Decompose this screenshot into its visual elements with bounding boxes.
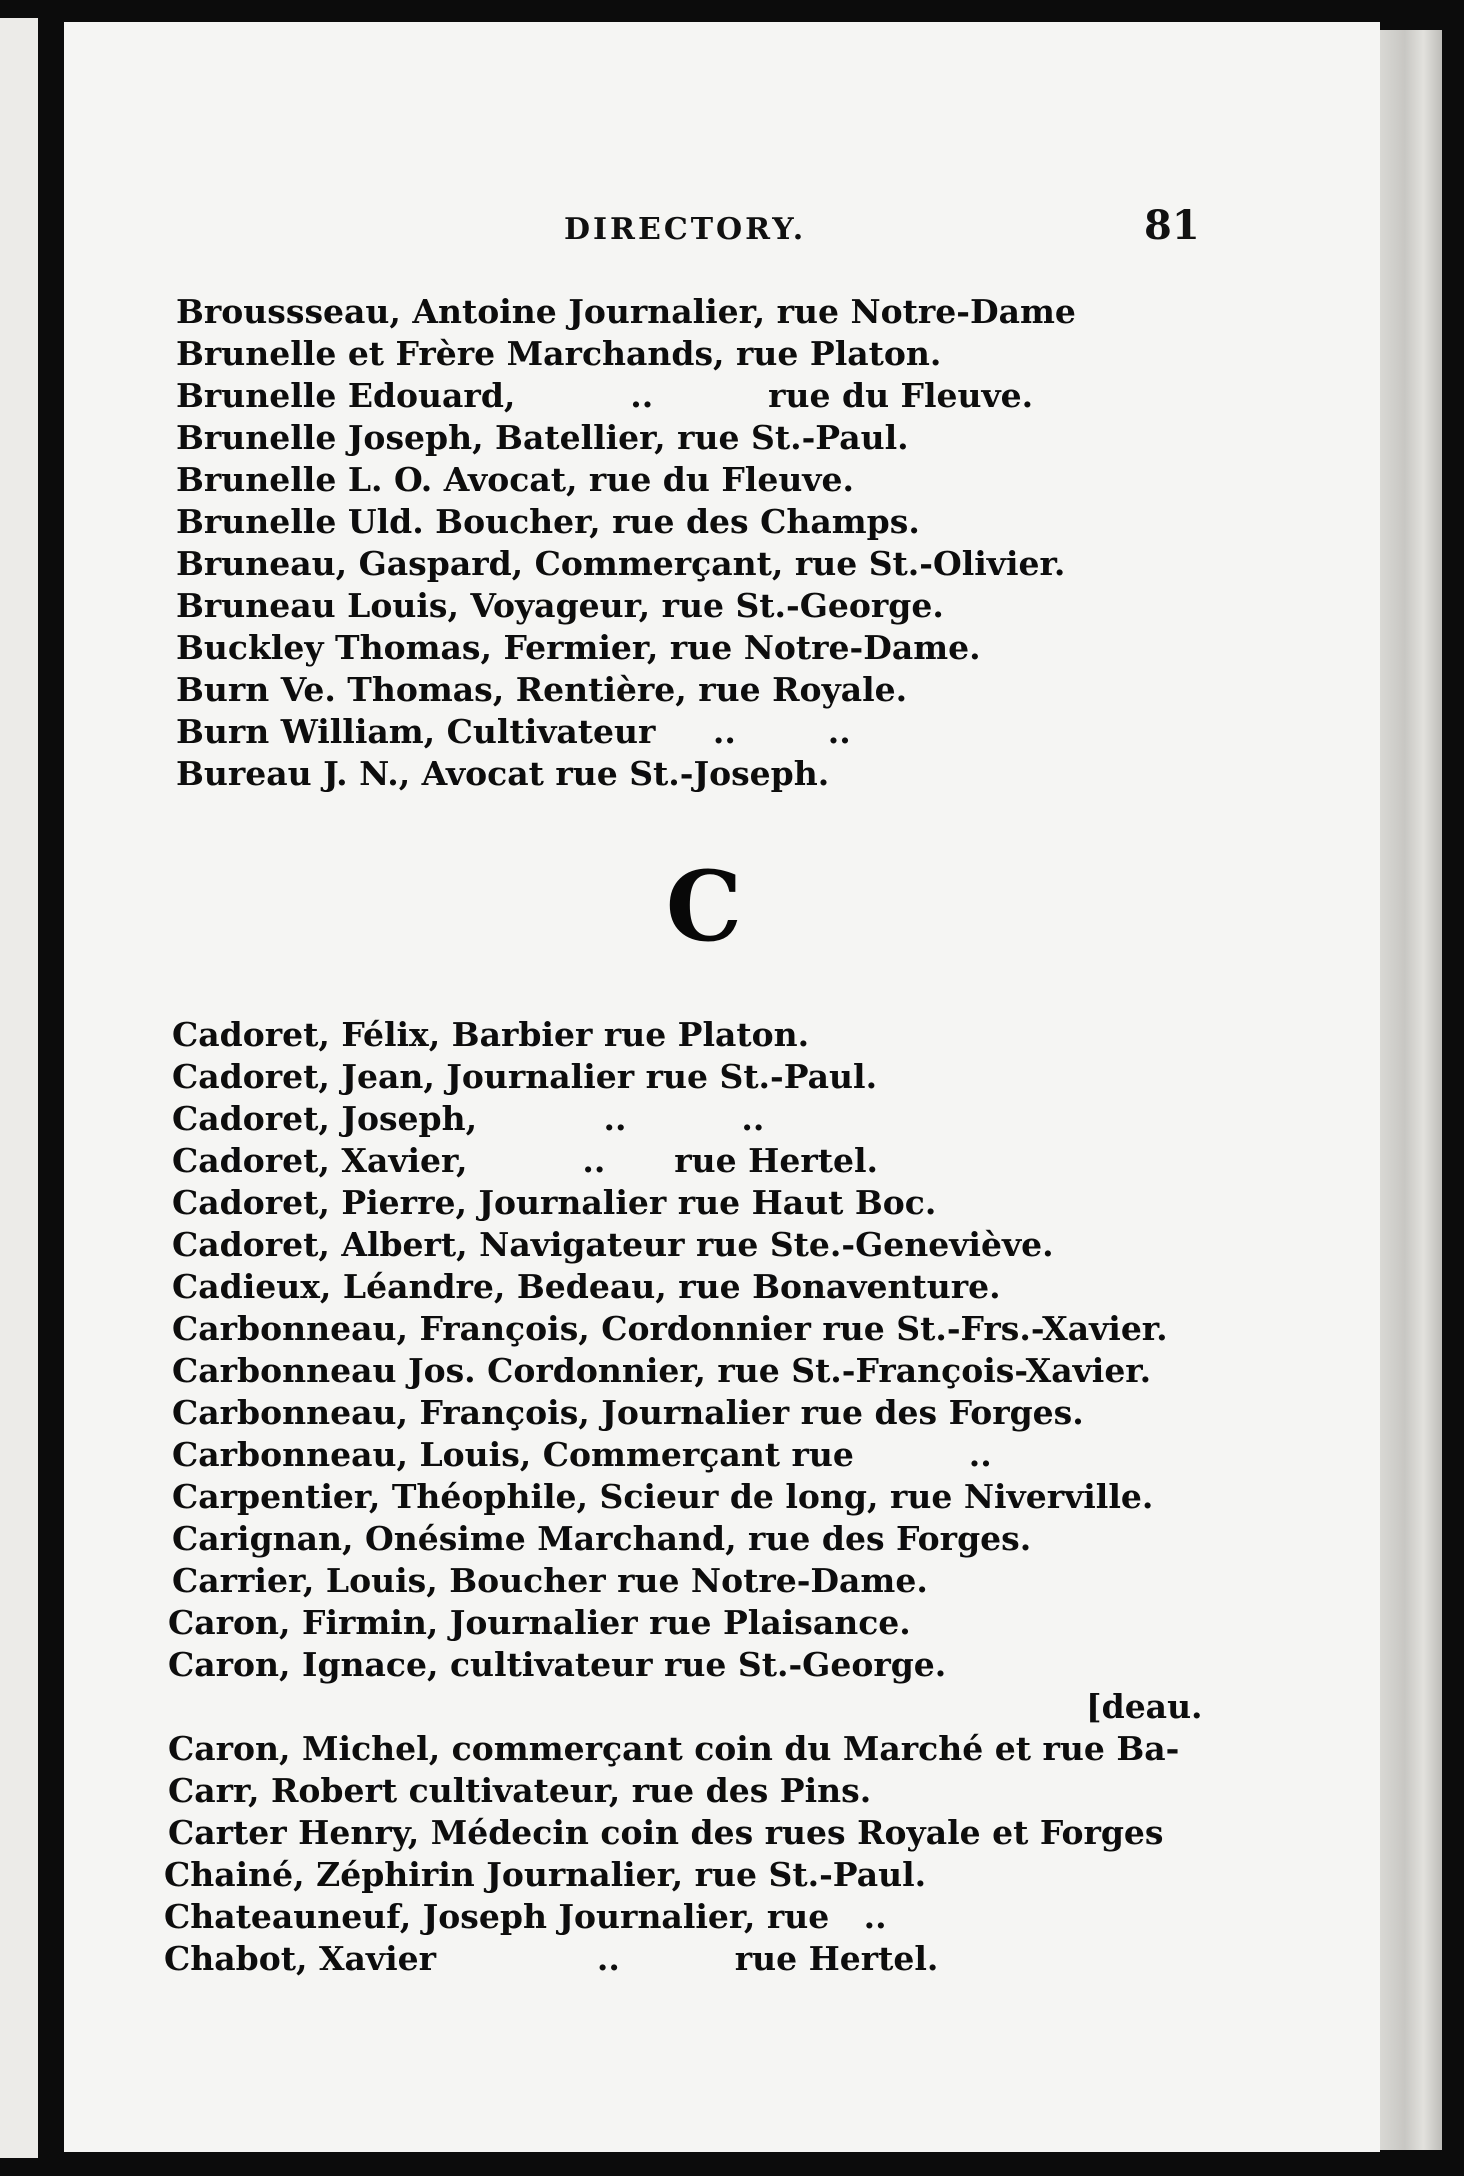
page-stack-edge	[1380, 30, 1442, 2150]
entry-bruneau-louis: Bruneau Louis, Voyageur, rue St.-George.	[176, 586, 944, 625]
facing-page-edge	[0, 18, 38, 2158]
entry-carpentier-theophile: Carpentier, Théophile, Scieur de long, rue Niverville.	[172, 1477, 1154, 1516]
entry-caron-ignace: Caron, Ignace, cultivateur rue St.-George.	[168, 1645, 947, 1684]
running-title: DIRECTORY.	[564, 212, 807, 247]
entry-caron-firmin: Caron, Firmin, Journalier rue Plaisance.	[168, 1603, 911, 1642]
entry-continuation-deau: [deau.	[1086, 1687, 1203, 1726]
page-number: 81	[1144, 202, 1200, 249]
entry-burn-ve-thomas: Burn Ve. Thomas, Rentière, rue Royale.	[176, 670, 908, 709]
entry-cadoret-pierre: Cadoret, Pierre, Journalier rue Haut Boc.	[172, 1183, 937, 1222]
entry-bureau-jn: Bureau J. N., Avocat rue St.-Joseph.	[176, 754, 830, 793]
directory-page	[64, 22, 1380, 2152]
entry-carrier-louis: Carrier, Louis, Boucher rue Notre-Dame.	[172, 1561, 928, 1600]
entry-cadieux-leandre: Cadieux, Léandre, Bedeau, rue Bonaventure.	[172, 1267, 1001, 1306]
entry-broussseau-antoine: Broussseau, Antoine Journalier, rue Notre-Dame	[176, 292, 1076, 331]
entry-carter-henry: Carter Henry, Médecin coin des rues Royale et Forges	[168, 1813, 1164, 1852]
entry-chaine-zephirin: Chainé, Zéphirin Journalier, rue St.-Paul.	[164, 1855, 927, 1894]
entry-carbonneau-louis: Carbonneau, Louis, Commerçant rue ..	[172, 1435, 992, 1474]
entry-carr-robert: Carr, Robert cultivateur, rue des Pins.	[168, 1771, 872, 1810]
entry-brunelle-lo: Brunelle L. O. Avocat, rue du Fleuve.	[176, 460, 854, 499]
entry-caron-michel: Caron, Michel, commerçant coin du Marché et rue Ba-	[168, 1729, 1180, 1768]
page-header	[64, 194, 1380, 254]
entry-carbonneau-jos: Carbonneau Jos. Cordonnier, rue St.-François-Xavier.	[172, 1351, 1152, 1390]
entry-bruneau-gaspard: Bruneau, Gaspard, Commerçant, rue St.-Olivier.	[176, 544, 1066, 583]
entry-chabot-xavier: Chabot, Xavier .. rue Hertel.	[164, 1939, 939, 1978]
entry-brunelle-uld: Brunelle Uld. Boucher, rue des Champs.	[176, 502, 920, 541]
entry-brunelle-et-frere: Brunelle et Frère Marchands, rue Platon.	[176, 334, 942, 373]
entry-buckley-thomas: Buckley Thomas, Fermier, rue Notre-Dame.	[176, 628, 981, 667]
entry-cadoret-xavier: Cadoret, Xavier, .. rue Hertel.	[172, 1141, 878, 1180]
entry-cadoret-joseph: Cadoret, Joseph, .. ..	[172, 1099, 765, 1138]
entry-brunelle-joseph: Brunelle Joseph, Batellier, rue St.-Paul.	[176, 418, 909, 457]
section-letter-c: C	[665, 850, 743, 963]
entry-brunelle-edouard: Brunelle Edouard, .. rue du Fleuve.	[176, 376, 1034, 415]
entry-cadoret-albert: Cadoret, Albert, Navigateur rue Ste.-Geneviève.	[172, 1225, 1054, 1264]
entry-carbonneau-francois-journalier: Carbonneau, François, Journalier rue des Forges.	[172, 1393, 1084, 1432]
entry-chateauneuf-joseph: Chateauneuf, Joseph Journalier, rue ..	[164, 1897, 887, 1936]
entry-cadoret-felix: Cadoret, Félix, Barbier rue Platon.	[172, 1015, 810, 1054]
entry-cadoret-jean: Cadoret, Jean, Journalier rue St.-Paul.	[172, 1057, 878, 1096]
entry-carbonneau-francois-cordonnier: Carbonneau, François, Cordonnier rue St.-Frs.-Xavier.	[172, 1309, 1168, 1348]
entry-carignan-onesime: Carignan, Onésime Marchand, rue des Forges.	[172, 1519, 1032, 1558]
entry-burn-william: Burn William, Cultivateur .. ..	[176, 712, 851, 751]
